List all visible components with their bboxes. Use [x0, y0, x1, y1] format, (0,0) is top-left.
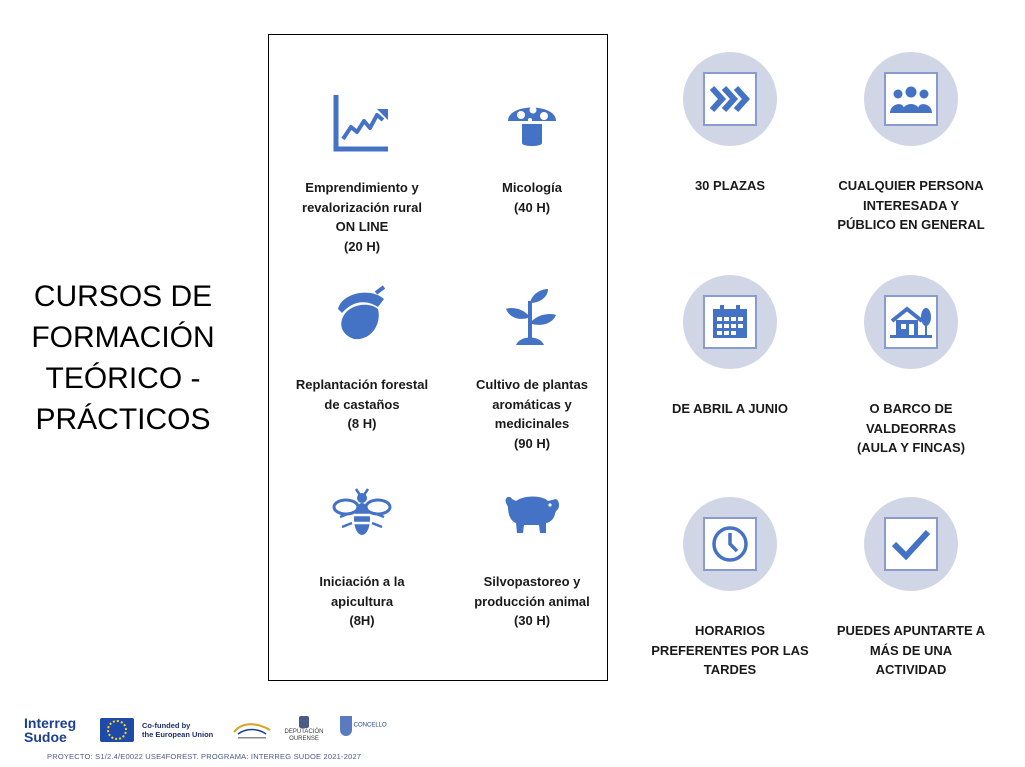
bee-icon — [332, 483, 392, 543]
interreg-line: Sudoe — [24, 729, 67, 745]
course-label-line: Micología — [502, 180, 562, 195]
feature-circle — [683, 52, 777, 146]
people-icon — [884, 72, 938, 126]
course-label-line: Cultivo de plantas — [476, 377, 588, 392]
feature-label-line: PREFERENTES POR LAS — [651, 642, 809, 658]
feature-label-line: PÚBLICO EN GENERAL — [837, 217, 985, 232]
feature-circle — [683, 275, 777, 369]
feature-label-line: DE ABRIL A JUNIO — [671, 401, 789, 416]
house-icon — [884, 295, 938, 349]
course-label-line: (90 H) — [513, 435, 551, 451]
footer-logos — [20, 712, 420, 764]
course-label-line: revalorización rural — [302, 199, 422, 215]
feature-label-line: MÁS DE UNA — [869, 642, 953, 658]
course-label-line: (40 H) — [513, 199, 551, 215]
acorn-icon — [332, 285, 392, 345]
eu-flag-icon — [100, 718, 134, 742]
project-code: PROYECTO: S1/2.4/E0022 USE4FOREST. PROGRAMA: INTERREG SUDOE 2021-2027 — [47, 752, 362, 761]
clock-icon — [703, 517, 757, 571]
feature-label-line: CUALQUIER PERSONA — [838, 178, 984, 193]
course-label-line: producción animal — [474, 593, 590, 609]
course-label-line: medicinales — [494, 416, 570, 431]
course-label-line: Replantación forestal — [295, 377, 429, 392]
cofunded-text — [142, 721, 213, 739]
deputacion-line: OURENSE — [289, 736, 319, 742]
plant-icon — [502, 287, 562, 347]
title-line: CURSOS DE — [33, 280, 213, 313]
feature-label-line: INTERESADA Y — [862, 197, 960, 213]
shield-icon — [340, 716, 352, 736]
mushroom-icon — [502, 91, 562, 151]
checkmark-icon — [884, 517, 938, 571]
concello-logo — [340, 716, 400, 736]
feature-circle — [683, 497, 777, 591]
course-label-line: (8H) — [349, 613, 375, 628]
feature-label-line: TARDES — [703, 662, 757, 677]
course-label-line: ON LINE — [335, 219, 389, 234]
feature-label-line: PUEDES APUNTARTE A — [836, 623, 986, 638]
course-label-line: de castaños — [324, 396, 400, 412]
pig-icon — [502, 483, 562, 543]
feature-circle — [864, 497, 958, 591]
course-label-line: aromáticas y — [492, 396, 572, 412]
feature-circle — [864, 52, 958, 146]
feature-circle — [864, 275, 958, 369]
courses-panel — [268, 34, 608, 681]
course-label-line: (30 H) — [513, 613, 551, 628]
growth-chart-icon — [332, 93, 392, 153]
concello-text: CONCELLO — [353, 722, 387, 729]
feature-label-line: VALDEORRAS — [865, 420, 957, 436]
feature-label-line: 30 PLAZAS — [694, 178, 766, 193]
course-label-line: Emprendimiento y — [305, 180, 419, 195]
title-line: FORMACIÓN — [31, 321, 215, 354]
title-line: PRÁCTICOS — [35, 403, 211, 436]
course-label-line: Silvopastoreo y — [483, 574, 581, 589]
interreg-line: Interreg — [24, 715, 77, 731]
cofunded-line: the European Union — [142, 730, 214, 739]
interreg-logo — [24, 716, 76, 744]
feature-label-line: O BARCO DE — [869, 401, 953, 416]
feature-label-line: HORARIOS — [694, 623, 766, 638]
chevrons-icon — [703, 72, 757, 126]
deputacion-line: DEPUTACIÓN — [284, 729, 324, 735]
deputacion-logo — [284, 716, 324, 743]
feature-label-line: (AULA Y FINCAS) — [856, 440, 966, 455]
calendar-icon — [703, 295, 757, 349]
regional-logo-icon — [232, 718, 272, 742]
title-line: TEÓRICO - — [45, 362, 201, 395]
seal-icon — [299, 716, 309, 728]
cofunded-line: Co-funded by — [142, 721, 191, 730]
page-title — [18, 276, 228, 440]
course-label-line: (20 H) — [343, 238, 381, 254]
feature-label-line: ACTIVIDAD — [875, 662, 947, 677]
course-label-line: (8 H) — [347, 416, 377, 431]
course-label-line: Iniciación a la — [319, 574, 405, 589]
course-label-line: apicultura — [330, 593, 394, 609]
